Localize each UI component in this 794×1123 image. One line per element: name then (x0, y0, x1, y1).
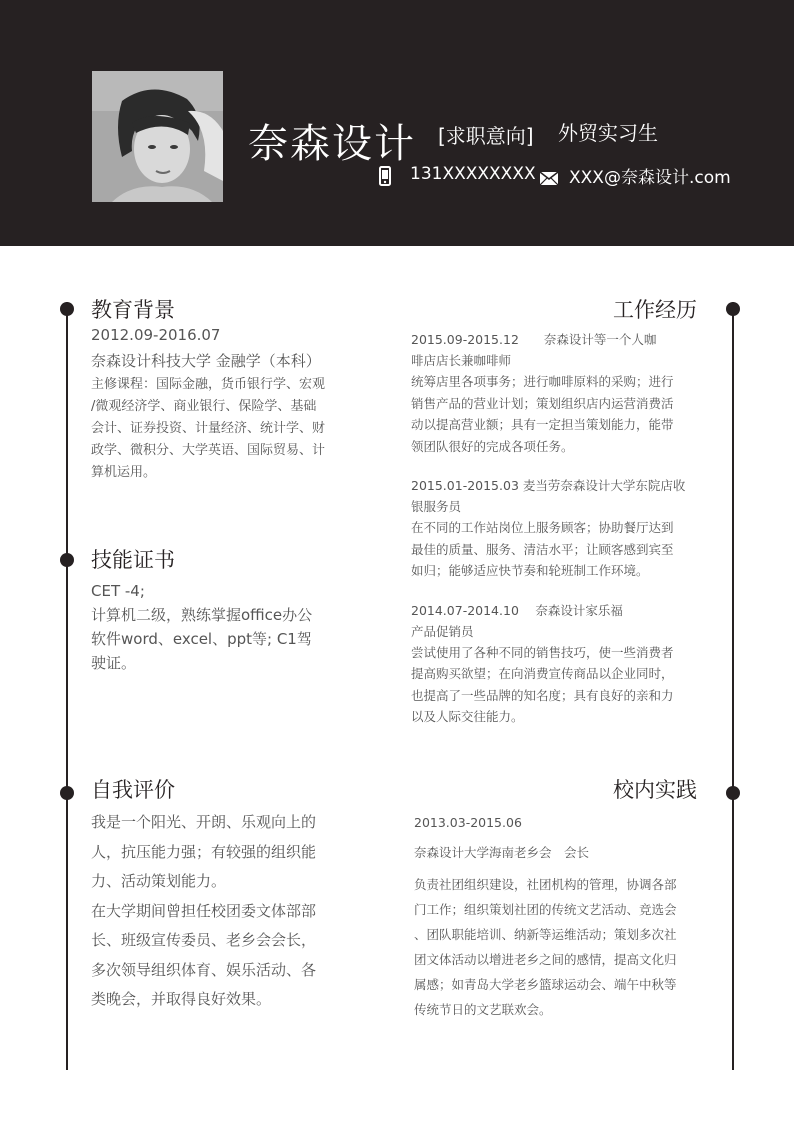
course-line: 政学、微积分、大学英语、国际贸易、计 (91, 443, 326, 458)
education-school: 奈森设计科技大学 金融学（本科） (91, 352, 321, 370)
self-eval-line: 人，抗压能力强；有较强的组织能 (91, 842, 317, 861)
work-section (411, 329, 711, 746)
self-eval-line: 我是一个阳光、开朗、乐观向上的 (91, 813, 317, 831)
practice-desc-line: 负责社团组织建设，社团机构的管理，协调各部 (414, 877, 677, 892)
work-item (411, 475, 711, 582)
work-head-line: 2015.01-2015.03 麦当劳奈森设计大学东院店收 (411, 478, 686, 493)
work-head-line: 2015.09-2015.12 奈森设计等一个人咖 (411, 332, 657, 347)
education-date: 2012.09-2016.07 (91, 326, 221, 344)
work-desc-line: 统筹店里各项事务；进行咖啡原料的采购；进行 (411, 374, 674, 389)
work-item (411, 600, 711, 728)
work-desc-line: 也提高了一些品牌的知名度；具有良好的亲和力 (411, 687, 674, 703)
course-line: /微观经济学、商业银行、保险学、基础 (91, 399, 317, 414)
self-eval-line: 类晚会，并取得良好效果。 (91, 990, 272, 1008)
practice-org: 奈森设计大学海南老乡会 会长 (414, 845, 590, 860)
timeline-dot-education (60, 302, 74, 316)
work-desc-line: 在不同的工作站岗位上服务顾客；协助餐厅达到 (411, 520, 674, 535)
practice-section (414, 808, 714, 1022)
profile-photo (92, 71, 223, 202)
skill-line: 驶证。 (91, 654, 137, 672)
left-timeline-line (66, 302, 68, 1070)
right-timeline-line (732, 302, 734, 1070)
work-desc-line: 如归；能够适应快节奏和轮班制工作环境。 (411, 563, 649, 578)
practice-desc-line: 团文体活动以增进老乡之间的感情，提高文化归 (414, 952, 677, 967)
skill-line: 软件word、excel、ppt等; C1驾 (91, 630, 312, 648)
phone-icon (379, 166, 391, 190)
work-head-line: 银服务员 (411, 499, 462, 514)
applicant-name: 奈森设计 (248, 121, 416, 167)
skill-line: 计算机二级，熟练掌握office办公 (91, 606, 313, 624)
self-eval-line: 多次领导组织体育、娱乐活动、各 (91, 960, 317, 979)
self-eval-line: 力、活动策划能力。 (91, 872, 227, 890)
work-desc-line: 动以提高营业额；具有一定担当策划能力，能带 (411, 417, 674, 432)
work-desc-line: 尝试使用了各种不同的销售技巧，使一些消费者 (411, 644, 674, 660)
work-head-line: 2014.07-2014.10 奈森设计家乐福 (411, 602, 623, 618)
skills-section (91, 579, 351, 675)
work-desc-line: 以及人际交往能力。 (411, 709, 524, 724)
phone-number: 131XXXXXXXX (410, 164, 536, 184)
work-desc-line: 提高购买欲望；在向消费宣传商品以企业同时， (411, 666, 674, 681)
work-desc-line: 最佳的质量、服务、清洁水平；让顾客感到宾至 (411, 541, 674, 557)
skill-line: CET -4; (91, 582, 145, 600)
practice-desc (414, 872, 714, 1022)
self-eval-section (91, 808, 351, 1015)
job-intent-label: [求职意向] (438, 124, 534, 148)
education-courses (91, 374, 351, 484)
header-banner (0, 0, 794, 246)
course-line: 主修课程：国际金融，货币银行学、宏观 (91, 377, 326, 392)
practice-desc-line: 、团队职能培训、纳新等运维活动；策划多次社 (414, 927, 677, 942)
course-line: 算机运用。 (91, 465, 157, 480)
practice-desc-line: 传统节日的文艺联欢会。 (414, 1002, 552, 1017)
job-intent-value: 外贸实习生 (558, 121, 658, 145)
timeline-dot-self-eval (60, 786, 74, 800)
work-desc-line: 领团队很好的完成各项任务。 (411, 438, 574, 454)
section-title-education: 教育背景 (91, 298, 175, 322)
self-eval-line: 在大学期间曾担任校团委文体部部 (91, 901, 317, 920)
section-title-practice: 校内实践 (613, 778, 697, 802)
section-title-self-eval: 自我评价 (91, 778, 175, 802)
section-title-skills: 技能证书 (91, 548, 175, 572)
timeline-dot-skills (60, 553, 74, 567)
work-head-line: 产品促销员 (411, 623, 474, 639)
work-item (411, 329, 711, 457)
course-line: 会计、证券投资、计量经济、统计学、财 (91, 421, 326, 436)
timeline-dot-work (726, 302, 740, 316)
self-eval-line: 长、班级宣传委员、老乡会会长， (91, 931, 317, 949)
email-address: XXX@奈森设计.com (569, 168, 731, 188)
practice-desc-line: 门工作；组织策划社团的传统文艺活动、竞选会 (414, 902, 677, 917)
education-section (91, 326, 351, 484)
practice-desc-line: 属感；如青岛大学老乡篮球运动会、端午中秋等 (414, 977, 677, 992)
work-desc-line: 销售产品的营业计划；策划组织店内运营消费活 (411, 395, 674, 411)
timeline-dot-practice (726, 786, 740, 800)
mail-icon (540, 170, 558, 189)
practice-date: 2013.03-2015.06 (414, 815, 522, 830)
section-title-work: 工作经历 (613, 298, 697, 322)
work-head-line: 啡店店长兼咖啡师 (411, 353, 512, 368)
